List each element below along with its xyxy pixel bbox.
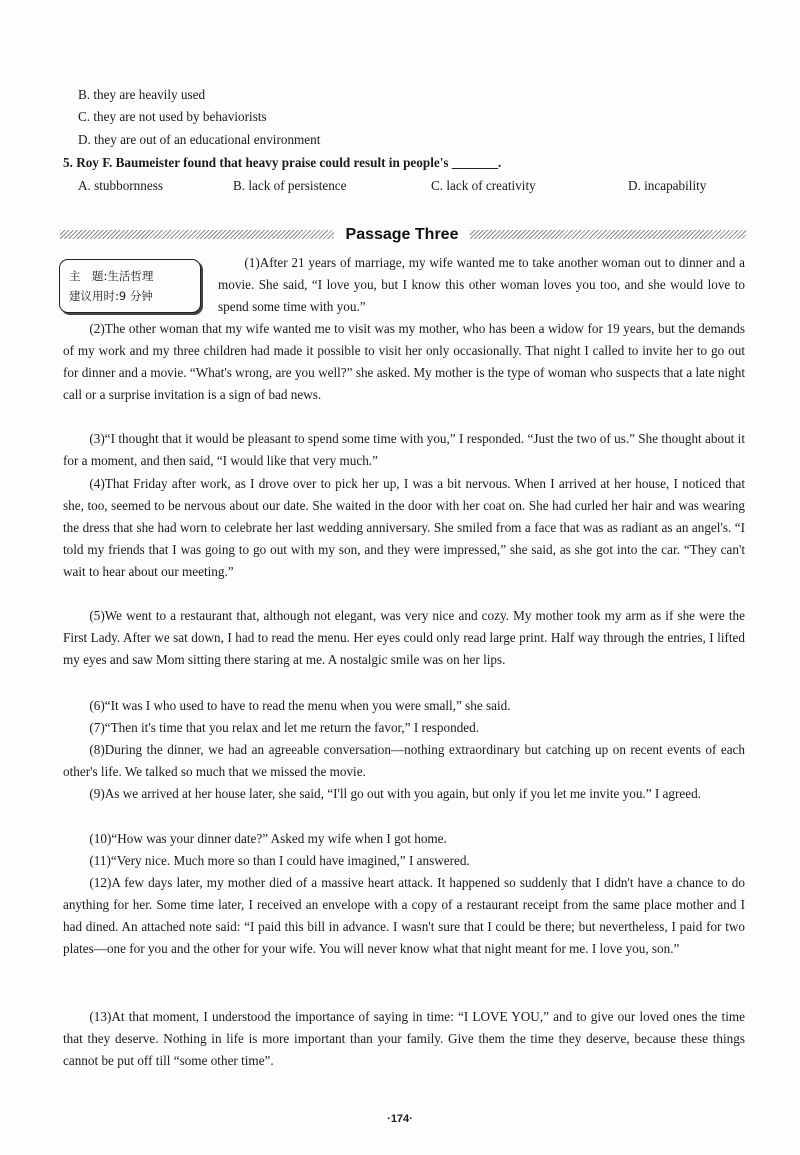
paragraph-5: (5)We went to a restaurant that, although not elegant, was very nice and cozy. My mother took my arm as if she were the First Lady. After we sat down, I had to read the menu. Her eyes could only read large print. Half way through the entries, I lifted my eyes and saw Mom sitting there staring at me. A nostalgic smile was on her lips.: [63, 608, 745, 667]
paragraph-2: (2)The other woman that my wife wanted me to visit was my mother, who has been a widow for 19 years, but the demands of my work and my three children had made it possible to visit her only occasionally. That night I called to invite her to go out for dinner and a movie. “What's wrong, are you well?” she asked. My mother is the type of woman who suspects that a late night call or a surprise invitation is a sign of bad news.: [63, 321, 745, 402]
choice-d: D. incapability: [628, 178, 707, 193]
passage-title: Passage Three: [345, 226, 459, 243]
page-number: ·174·: [387, 1113, 413, 1125]
paragraph-10: (10)“How was your dinner date?” Asked my wife when I got home.: [89, 831, 447, 846]
banner-hatch-left: [60, 230, 334, 239]
paragraph-3: (3)“I thought that it would be pleasant to spend some time with you,” I responded. “Just the two of us.” She thought about it for a moment, and then said, “I would like that very much.”: [63, 431, 745, 468]
topic-label: 主 题:生活哲理: [69, 269, 154, 283]
question-stem: 5. Roy F. Baumeister found that heavy praise could result in people's _______.: [63, 155, 502, 170]
paragraph-13: (13)At that moment, I understood the importance of saying in time: “I LOVE YOU,” and to give our loved ones the time that they deserve. Nothing in life is more important than your family. Give them the time they deserve, because these things cannot be put off till “some other time”.: [63, 1009, 745, 1068]
paragraph-9: (9)As we arrived at her house later, she said, “I'll go out with you again, but only if you let me invite you.” I agreed.: [89, 786, 701, 801]
paragraph-11: (11)“Very nice. Much more so than I could have imagined,” I answered.: [89, 853, 470, 868]
option-b: B. they are heavily used: [78, 87, 206, 102]
paragraph-12: (12)A few days later, my mother died of a massive heart attack. It happened so suddenly that I didn't have a chance to do anything for her. Some time later, I received an envelope with a copy of a restaurant receipt from the same place mother and I had dined. An attached note said: “I paid this bill in advance. I wasn't sure that I could be there; but nevertheless, I paid for two plates—one for you and the other for your wife. You will never know what that night meant for me. I love you, son.”: [63, 875, 745, 956]
paragraph-6: (6)“It was I who used to have to read the menu when you were small,” she said.: [89, 698, 511, 713]
choice-c: C. lack of creativity: [431, 178, 536, 193]
banner-hatch-right: [470, 230, 746, 239]
topic-info-box: [59, 259, 201, 313]
option-d: D. they are out of an educational environment: [78, 132, 321, 147]
passage-title-banner: [60, 224, 746, 246]
paragraph-1: (1)After 21 years of marriage, my wife wanted me to take another woman out to dinner and a movie. She said, “I love you, but I know this other woman loves you too, and she would love to spend some time with you.”: [218, 255, 745, 314]
paragraph-4: (4)That Friday after work, as I drove over to pick her up, I was a bit nervous. When I arrived at her house, I noticed that she, too, seemed to be nervous about our date. She waited in the door with her coat on. She had curled her hair and was wearing the dress that she had worn to celebrate her last wedding anniversary. She smiled from a face that was as radiant as an angel's. “I told my friends that I was going to go out with my son, and they were impressed,” she said, as she got into the car. “They can't wait to hear about our meeting.”: [63, 476, 745, 579]
time-label: 建议用时:9 分钟: [69, 289, 153, 303]
choice-a: A. stubbornness: [78, 178, 163, 193]
option-c: C. they are not used by behaviorists: [78, 109, 267, 124]
paragraph-7: (7)“Then it's time that you relax and let me return the favor,” I responded.: [89, 720, 480, 735]
choice-b: B. lack of persistence: [233, 178, 347, 193]
paragraph-8: (8)During the dinner, we had an agreeable conversation—nothing extraordinary but catching up on recent events of each other's life. We talked so much that we missed the movie.: [63, 742, 745, 779]
